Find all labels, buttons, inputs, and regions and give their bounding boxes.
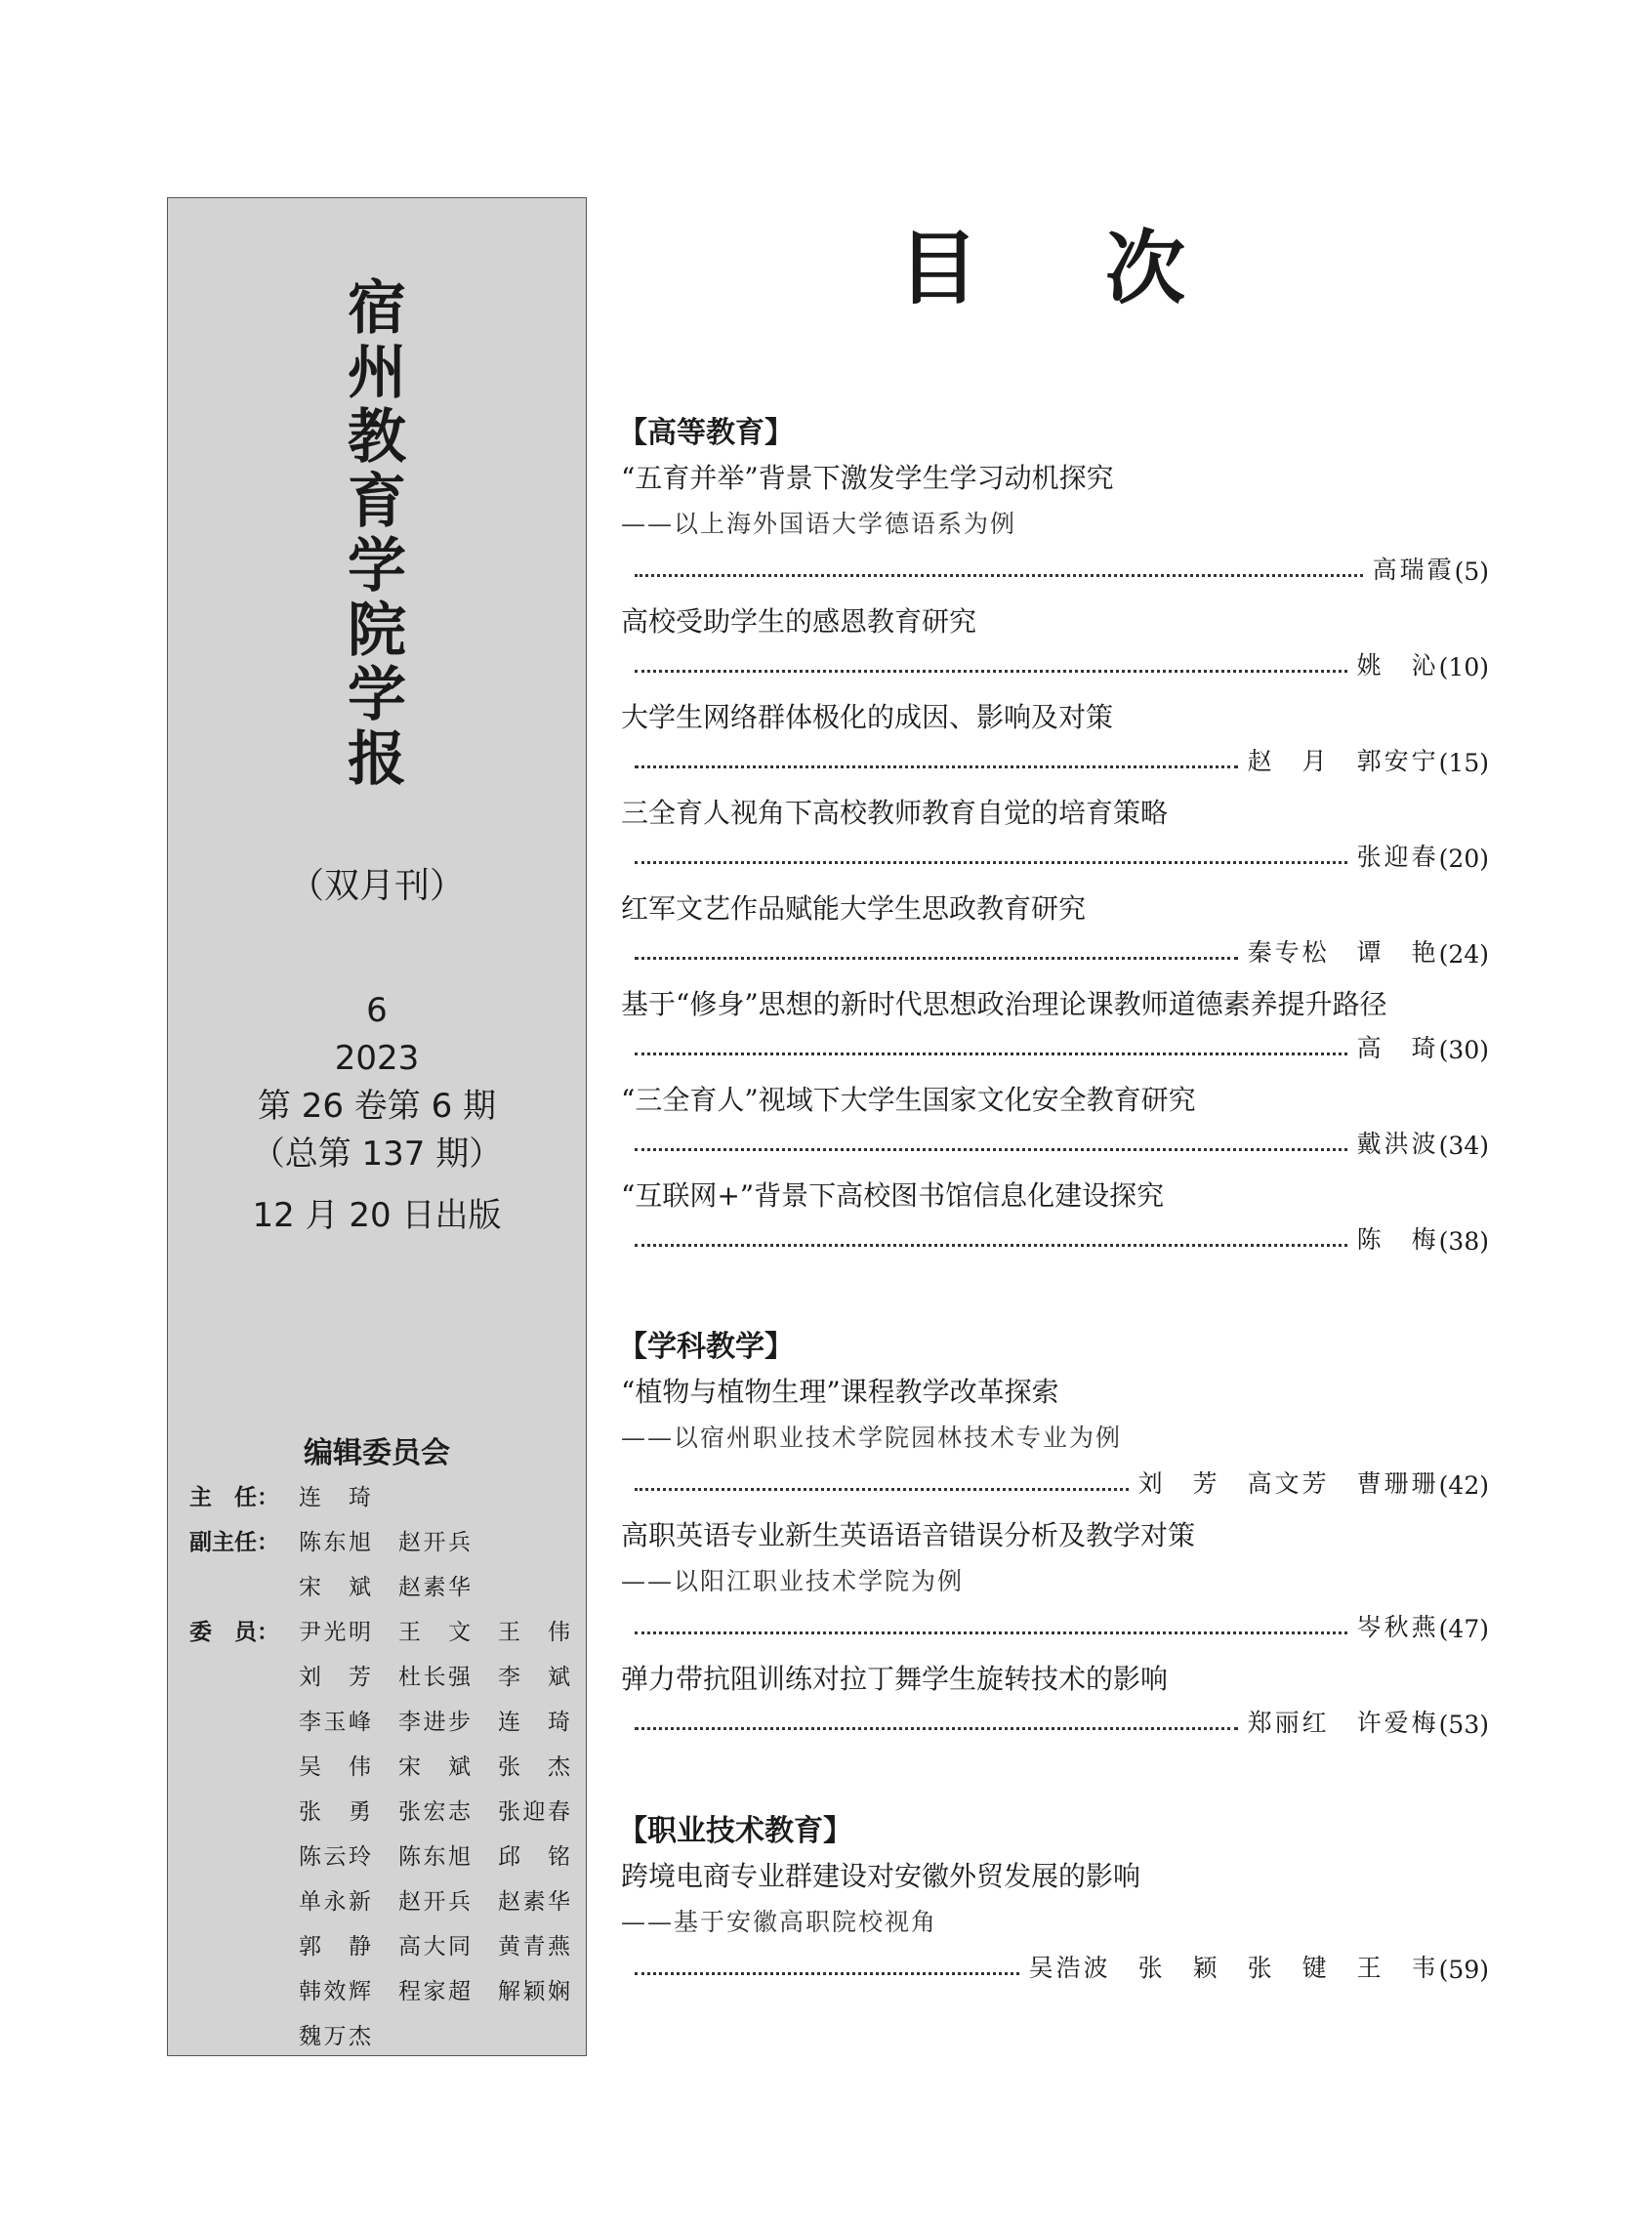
article-title[interactable]: “五育并举”背景下激发学生学习动机探究 <box>621 462 1114 494</box>
board-row <box>189 1614 580 1653</box>
board-member-name: 赵素华 <box>498 1889 570 1915</box>
article-leader-line <box>635 648 1489 681</box>
board-member-name: 连 琦 <box>299 1485 371 1510</box>
journal-title-char: 育 <box>348 468 406 536</box>
board-role: 副主任： <box>189 1530 279 1555</box>
article-page-number[interactable]: (34) <box>1438 1132 1489 1160</box>
article-leader-line <box>635 1951 1489 1984</box>
article-page-number[interactable]: (15) <box>1438 749 1489 777</box>
issue-year: 2023 <box>334 1039 420 1078</box>
article-title[interactable]: 高职英语专业新生英语语音错误分析及教学对策 <box>621 1519 1196 1551</box>
article-title[interactable]: 红军文艺作品赋能大学生思政教育研究 <box>621 892 1087 925</box>
journal-title-char: 宿 <box>348 274 406 343</box>
board-member-name: 宋 斌 <box>299 1575 371 1600</box>
board-member-name: 解颖娴 <box>498 1979 570 2004</box>
board-row <box>189 1973 580 2012</box>
dot-leader <box>635 957 1238 960</box>
article-leader-line <box>635 840 1489 873</box>
board-member-name: 黄青燕 <box>498 1934 570 1960</box>
board-member-name: 赵开兵 <box>398 1889 471 1915</box>
board-member-name: 邱 铭 <box>498 1844 570 1870</box>
editorial-board-title: 编辑委员会 <box>304 1436 450 1470</box>
article-subtitle: ——以上海外国语大学德语系为例 <box>621 510 1017 538</box>
article-page-number[interactable]: (10) <box>1438 653 1489 681</box>
board-row <box>189 1659 580 1698</box>
article-title[interactable]: “互联网+”背景下高校图书馆信息化建设探究 <box>621 1179 1165 1212</box>
board-member-name: 连 琦 <box>498 1710 570 1735</box>
article-title[interactable]: 高校受助学生的感恩教育研究 <box>621 605 977 638</box>
issue-info <box>168 987 586 1240</box>
dot-leader <box>635 1727 1238 1730</box>
board-row <box>189 1479 580 1518</box>
board-member-name: 赵开兵 <box>398 1530 471 1555</box>
board-member-name: 单永新 <box>299 1889 371 1915</box>
board-row <box>189 2018 580 2057</box>
article-title[interactable]: “三全育人”视域下大学生国家文化安全教育研究 <box>621 1084 1196 1116</box>
journal-title <box>168 276 586 792</box>
article-leader-line <box>635 1706 1489 1739</box>
dot-leader <box>635 1053 1347 1055</box>
article-title[interactable]: 跨境电商专业群建设对安徽外贸发展的影响 <box>621 1860 1141 1892</box>
toc-heading: 目次 <box>898 222 1313 315</box>
board-role: 主 任： <box>189 1485 279 1510</box>
issue-number: 6 <box>366 991 388 1030</box>
article-authors: 姚 沁 <box>1356 651 1439 680</box>
dot-leader <box>635 765 1238 768</box>
article-authors: 戴洪波 <box>1356 1130 1439 1158</box>
board-row <box>189 1704 580 1743</box>
publication-frequency: （双月刊） <box>288 866 465 906</box>
board-member-name: 陈云玲 <box>299 1844 371 1870</box>
board-member-name: 尹光明 <box>299 1620 371 1645</box>
article-authors: 秦专松 谭 艳 <box>1247 938 1439 967</box>
journal-title-char: 学 <box>348 532 406 600</box>
article-page-number[interactable]: (24) <box>1438 940 1489 969</box>
journal-title-char: 报 <box>348 725 406 794</box>
board-member-name: 韩效辉 <box>299 1979 371 2004</box>
dot-leader <box>635 1631 1347 1634</box>
dot-leader <box>635 1244 1347 1247</box>
board-role: 委 员： <box>189 1620 279 1645</box>
article-page-number[interactable]: (47) <box>1438 1615 1489 1643</box>
article-authors: 岑秋燕 <box>1356 1613 1439 1641</box>
journal-sidebar <box>167 197 587 2056</box>
board-member-name: 张 勇 <box>299 1799 371 1825</box>
board-row <box>189 1928 580 1967</box>
article-title[interactable]: 基于“修身”思想的新时代思想政治理论课教师道德素养提升路径 <box>621 988 1387 1020</box>
publication-date: 12 月 20 日出版 <box>252 1196 502 1235</box>
board-member-name: 李 斌 <box>498 1665 570 1690</box>
board-member-name: 吴 伟 <box>299 1754 371 1780</box>
dot-leader <box>635 1972 1019 1975</box>
article-authors: 郑丽红 许爱梅 <box>1247 1709 1439 1737</box>
journal-title-char: 州 <box>348 339 406 407</box>
article-title[interactable]: 大学生网络群体极化的成因、影响及对策 <box>621 701 1114 733</box>
board-row <box>189 1524 580 1563</box>
journal-title-char: 学 <box>348 661 406 729</box>
board-member-name: 张宏志 <box>398 1799 471 1825</box>
article-page-number[interactable]: (20) <box>1438 845 1489 873</box>
article-authors: 赵 月 郭安宁 <box>1247 747 1439 775</box>
dot-leader <box>635 1488 1129 1491</box>
article-leader-line <box>635 1222 1489 1256</box>
toc-section-header: 【高等教育】 <box>618 416 794 450</box>
board-row <box>189 1883 580 1922</box>
board-member-name: 李进步 <box>398 1710 471 1735</box>
dot-leader <box>635 670 1347 673</box>
article-leader-line <box>635 935 1489 969</box>
total-issue: （总第 137 期） <box>251 1135 503 1174</box>
board-member-name: 王 文 <box>398 1620 471 1645</box>
article-title[interactable]: “植物与植物生理”课程教学改革探索 <box>621 1376 1059 1408</box>
article-page-number[interactable]: (59) <box>1438 1956 1489 1984</box>
journal-title-char: 教 <box>348 403 406 472</box>
board-member-name: 郭 静 <box>299 1934 371 1960</box>
board-member-name: 程家超 <box>398 1979 471 2004</box>
board-member-name: 张 杰 <box>498 1754 570 1780</box>
article-authors: 刘 芳 高文芳 曹珊珊 <box>1137 1469 1439 1498</box>
article-leader-line <box>635 1127 1489 1160</box>
board-member-name: 陈东旭 <box>299 1530 371 1555</box>
article-page-number[interactable]: (42) <box>1438 1471 1489 1500</box>
article-title[interactable]: 弹力带抗阻训练对拉丁舞学生旋转技术的影响 <box>621 1663 1169 1695</box>
article-authors: 吴浩波 张 颖 张 键 王 韦 <box>1028 1954 1439 1982</box>
article-leader-line <box>635 1031 1489 1064</box>
board-member-name: 宋 斌 <box>398 1754 471 1780</box>
article-authors: 陈 梅 <box>1356 1225 1439 1254</box>
article-leader-line <box>635 1466 1489 1500</box>
board-row <box>189 1794 580 1833</box>
article-leader-line <box>635 1610 1489 1643</box>
article-authors: 张迎春 <box>1356 843 1439 871</box>
board-member-name: 李玉峰 <box>299 1710 371 1735</box>
article-page-number[interactable]: (38) <box>1438 1227 1489 1256</box>
article-authors: 高瑞霞 <box>1372 556 1455 584</box>
board-row <box>189 1838 580 1878</box>
board-member-name: 刘 芳 <box>299 1665 371 1690</box>
dot-leader <box>635 574 1363 577</box>
article-page-number[interactable]: (30) <box>1438 1036 1489 1064</box>
board-member-name: 陈东旭 <box>398 1844 471 1870</box>
board-member-name: 高大同 <box>398 1934 471 1960</box>
board-member-name: 魏万杰 <box>299 2024 371 2049</box>
article-subtitle: ——基于安徽高职院校视角 <box>621 1908 938 1936</box>
article-page-number[interactable]: (53) <box>1438 1711 1489 1739</box>
article-page-number[interactable]: (5) <box>1454 557 1489 586</box>
article-subtitle: ——以宿州职业技术学院园林技术专业为例 <box>621 1424 1123 1452</box>
board-member-name: 杜长强 <box>398 1665 471 1690</box>
article-leader-line <box>635 553 1489 586</box>
board-member-name: 张迎春 <box>498 1799 570 1825</box>
dot-leader <box>635 1148 1347 1151</box>
article-title[interactable]: 三全育人视角下高校教师教育自觉的培育策略 <box>621 797 1169 829</box>
board-member-name: 赵素华 <box>398 1575 471 1600</box>
board-row <box>189 1749 580 1788</box>
board-member-name: 王 伟 <box>498 1620 570 1645</box>
board-row <box>189 1569 580 1608</box>
volume-issue: 第 26 卷第 6 期 <box>257 1087 497 1126</box>
article-leader-line <box>635 744 1489 777</box>
toc-section-header: 【学科教学】 <box>618 1330 794 1364</box>
article-authors: 高 琦 <box>1356 1034 1439 1062</box>
journal-title-char: 院 <box>348 597 406 665</box>
toc-section-header: 【职业技术教育】 <box>618 1814 852 1848</box>
article-subtitle: ——以阳江职业技术学院为例 <box>621 1567 965 1595</box>
dot-leader <box>635 861 1347 864</box>
